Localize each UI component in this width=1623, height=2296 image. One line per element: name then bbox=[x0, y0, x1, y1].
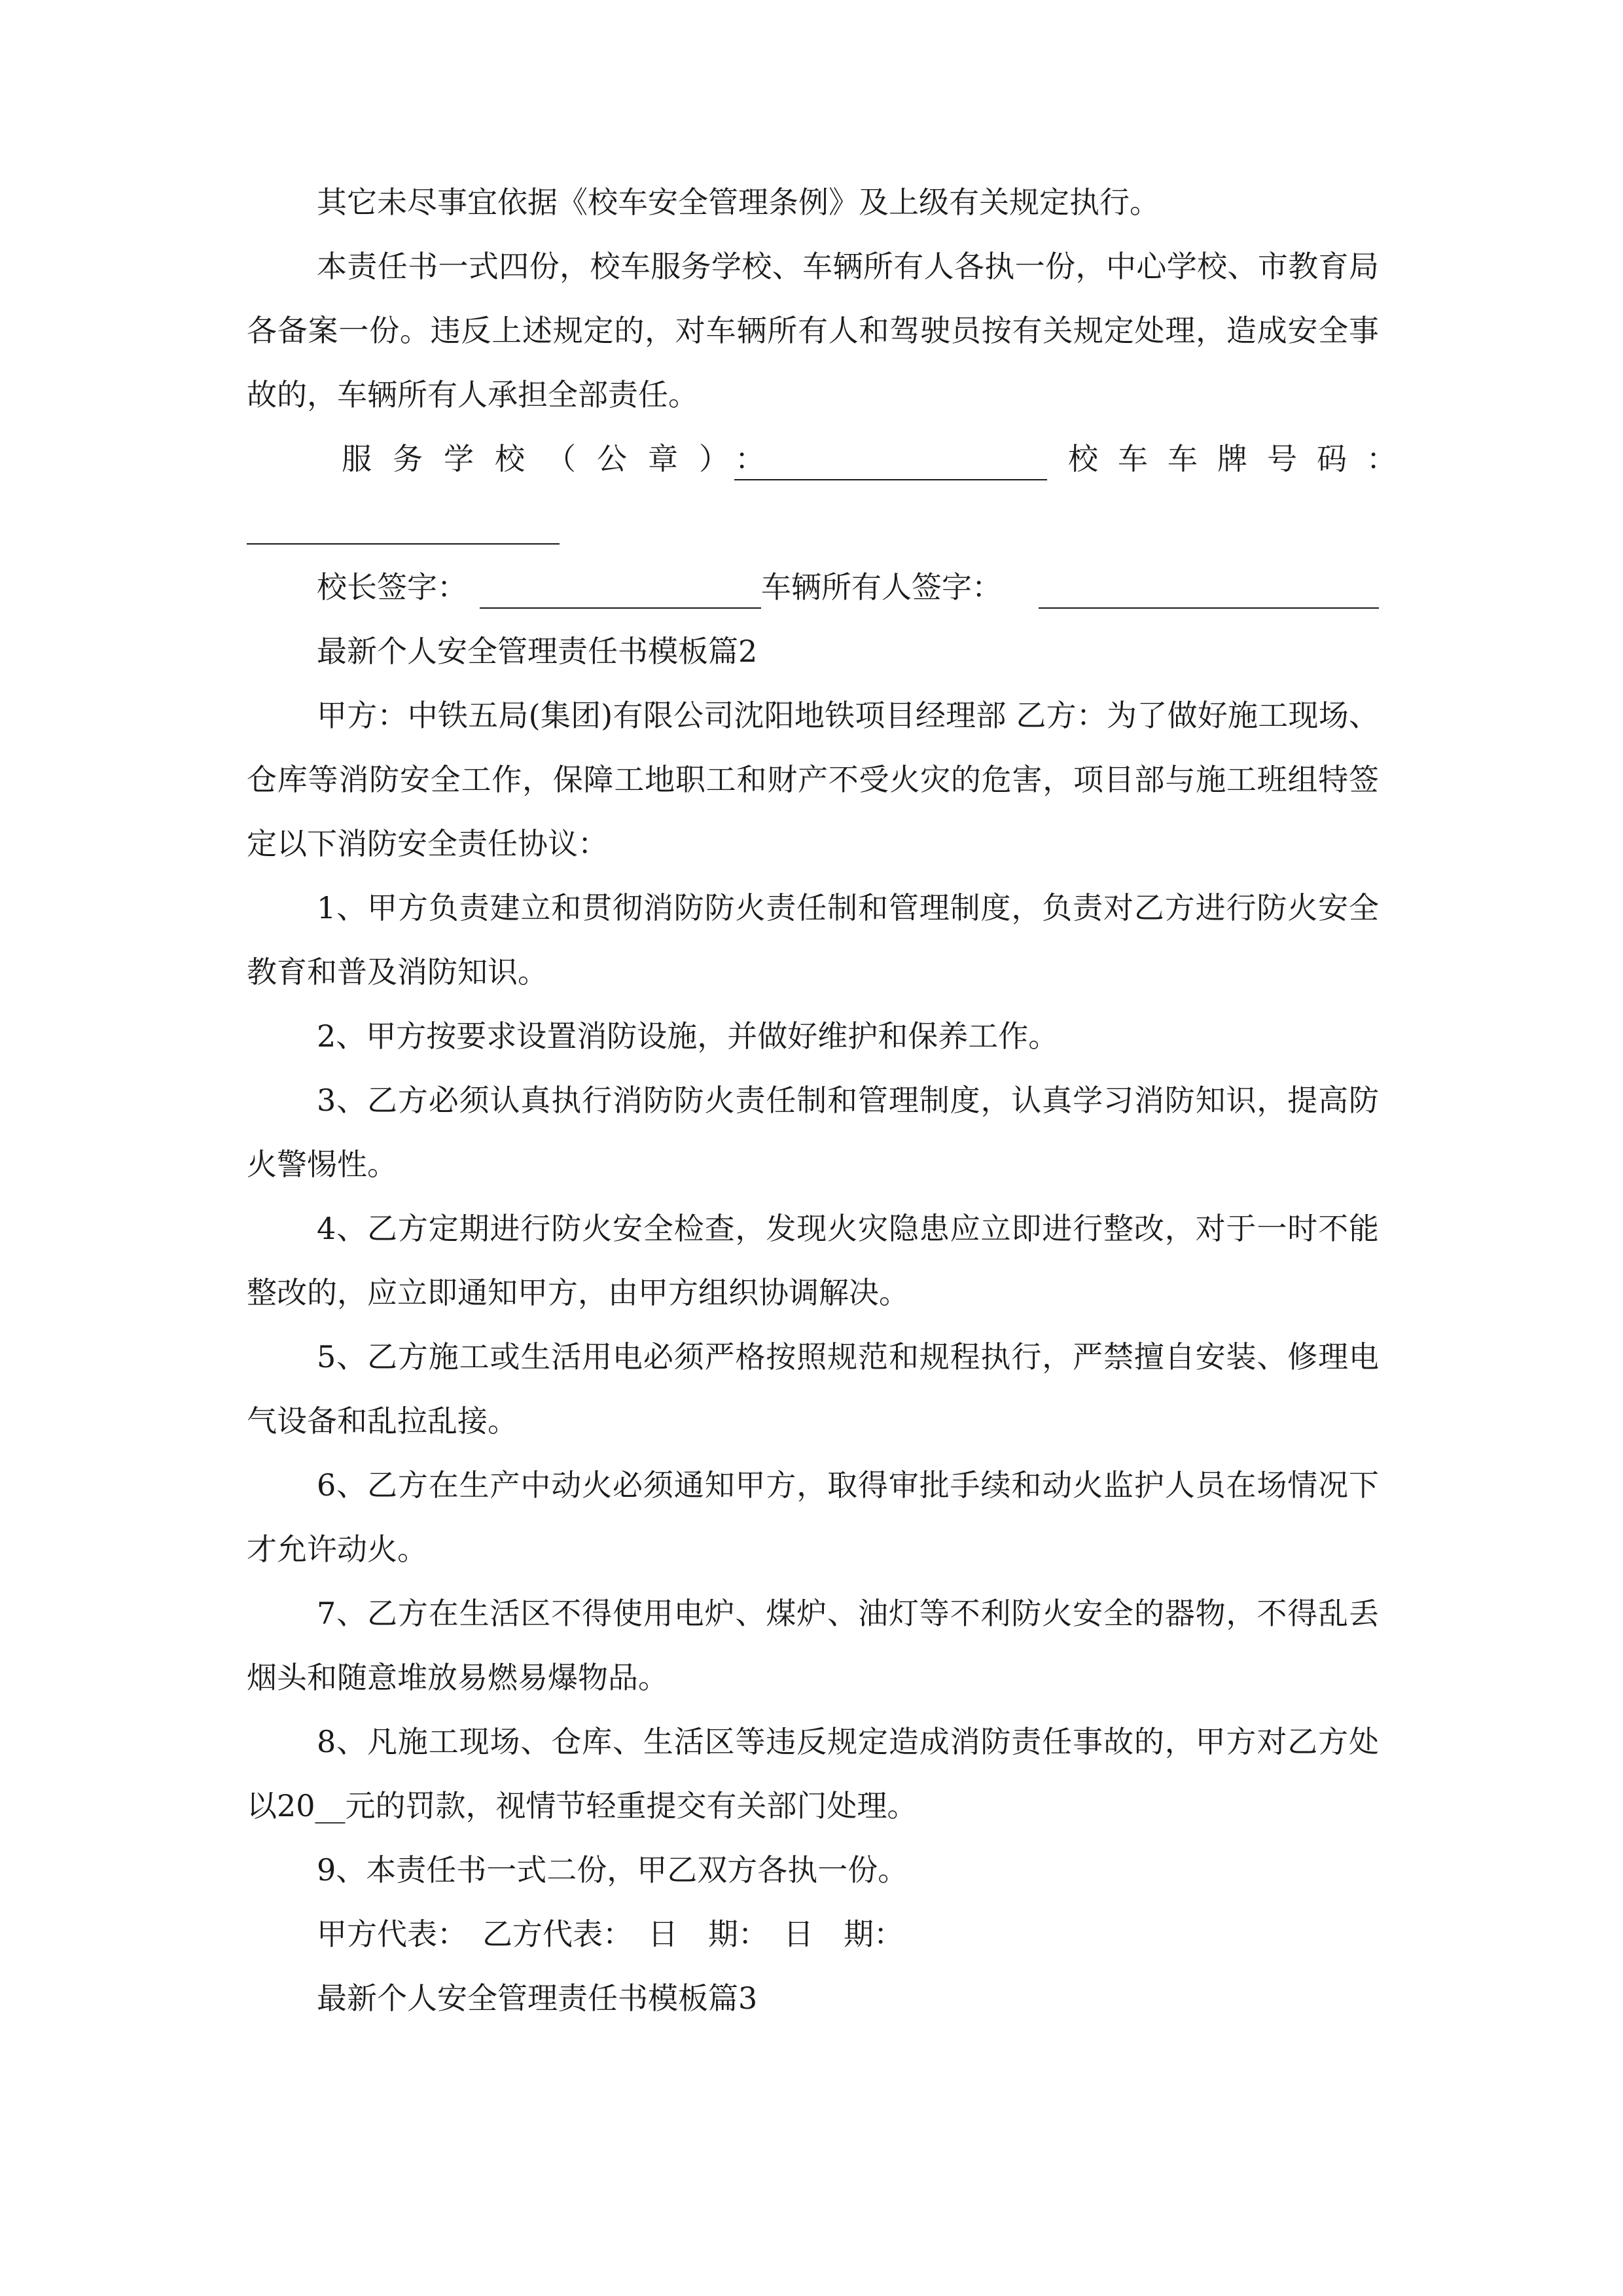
paragraph-other-matters: 其它未尽事宜依据《校车安全管理条例》及上级有关规定执行。 bbox=[317, 185, 1160, 220]
plate-number-blank[interactable] bbox=[247, 517, 560, 545]
section2-item-5: 5、乙方施工或生活用电必须严格按照规范和规程执行，严禁擅自安装、修理电气设备和乱拉乱接。 bbox=[247, 1339, 1379, 1439]
school-seal-label: 服务学校（公章）： bbox=[342, 441, 786, 476]
section2-item-8: 8、凡施工现场、仓库、生活区等违反规定造成消防责任事故的，甲方对乙方处以20__元的罚款，视情节轻重提交有关部门处理。 bbox=[247, 1724, 1379, 1823]
document-page bbox=[247, 170, 1416, 2030]
section2-item-4: 4、乙方定期进行防火安全检查，发现火灾隐患应立即进行整改，对于一时不能整改的，应立即通知甲方，由甲方组织协调解决。 bbox=[247, 1211, 1379, 1310]
school-seal-blank[interactable] bbox=[734, 453, 1047, 480]
section2-item-1: 1、甲方负责建立和贯彻消防防火责任制和管理制度，负责对乙方进行防火安全教育和普及消防知识。 bbox=[247, 890, 1379, 990]
principal-signature-label: 校长签字： bbox=[317, 569, 467, 605]
section-heading-3: 最新个人安全管理责任书模板篇3 bbox=[317, 1981, 758, 2016]
section2-intro: 甲方：中铁五局(集团)有限公司沈阳地铁项目经理部 乙方：为了做好施工现场、仓库等消防安全工作，保障工地职工和财产不受火灾的危害，项目部与施工班组特签定以下消防安全责任协议： bbox=[247, 698, 1379, 861]
section2-sign-line: 甲方代表： 乙方代表： 日 期： 日 期： bbox=[317, 1916, 904, 1952]
owner-signature-label: 车辆所有人签字： bbox=[761, 569, 1002, 605]
signature-row-principal bbox=[247, 555, 1379, 619]
section2-item-2: 2、甲方按要求设置消防设施，并做好维护和保养工作。 bbox=[317, 1018, 1059, 1054]
signature-row-school bbox=[247, 427, 1416, 491]
section2-item-3: 3、乙方必须认真执行消防防火责任制和管理制度，认真学习消防知识，提高防火警惕性。 bbox=[247, 1083, 1379, 1182]
paragraph-copies: 本责任书一式四份，校车服务学校、车辆所有人各执一份，中心学校、市教育局各备案一份。违反上述规定的，对车辆所有人和驾驶员按有关规定处理，造成安全事故的，车辆所有人承担全部责任。 bbox=[247, 249, 1379, 412]
owner-signature-blank[interactable] bbox=[1039, 581, 1379, 609]
section2-item-7: 7、乙方在生活区不得使用电炉、煤炉、油灯等不利防火安全的器物，不得乱丢烟头和随意堆放易燃易爆物品。 bbox=[247, 1596, 1379, 1695]
plate-number-label: 校车车牌号码： bbox=[1068, 441, 1416, 476]
principal-signature-blank[interactable] bbox=[480, 581, 761, 609]
section2-item-6: 6、乙方在生产中动火必须通知甲方，取得审批手续和动火监护人员在场情况下才允许动火。 bbox=[247, 1467, 1379, 1567]
section-heading-2: 最新个人安全管理责任书模板篇2 bbox=[317, 634, 758, 669]
section2-item-9: 9、本责任书一式二份，甲乙双方各执一份。 bbox=[317, 1852, 908, 1888]
signature-row-plate-blank bbox=[247, 491, 1379, 555]
